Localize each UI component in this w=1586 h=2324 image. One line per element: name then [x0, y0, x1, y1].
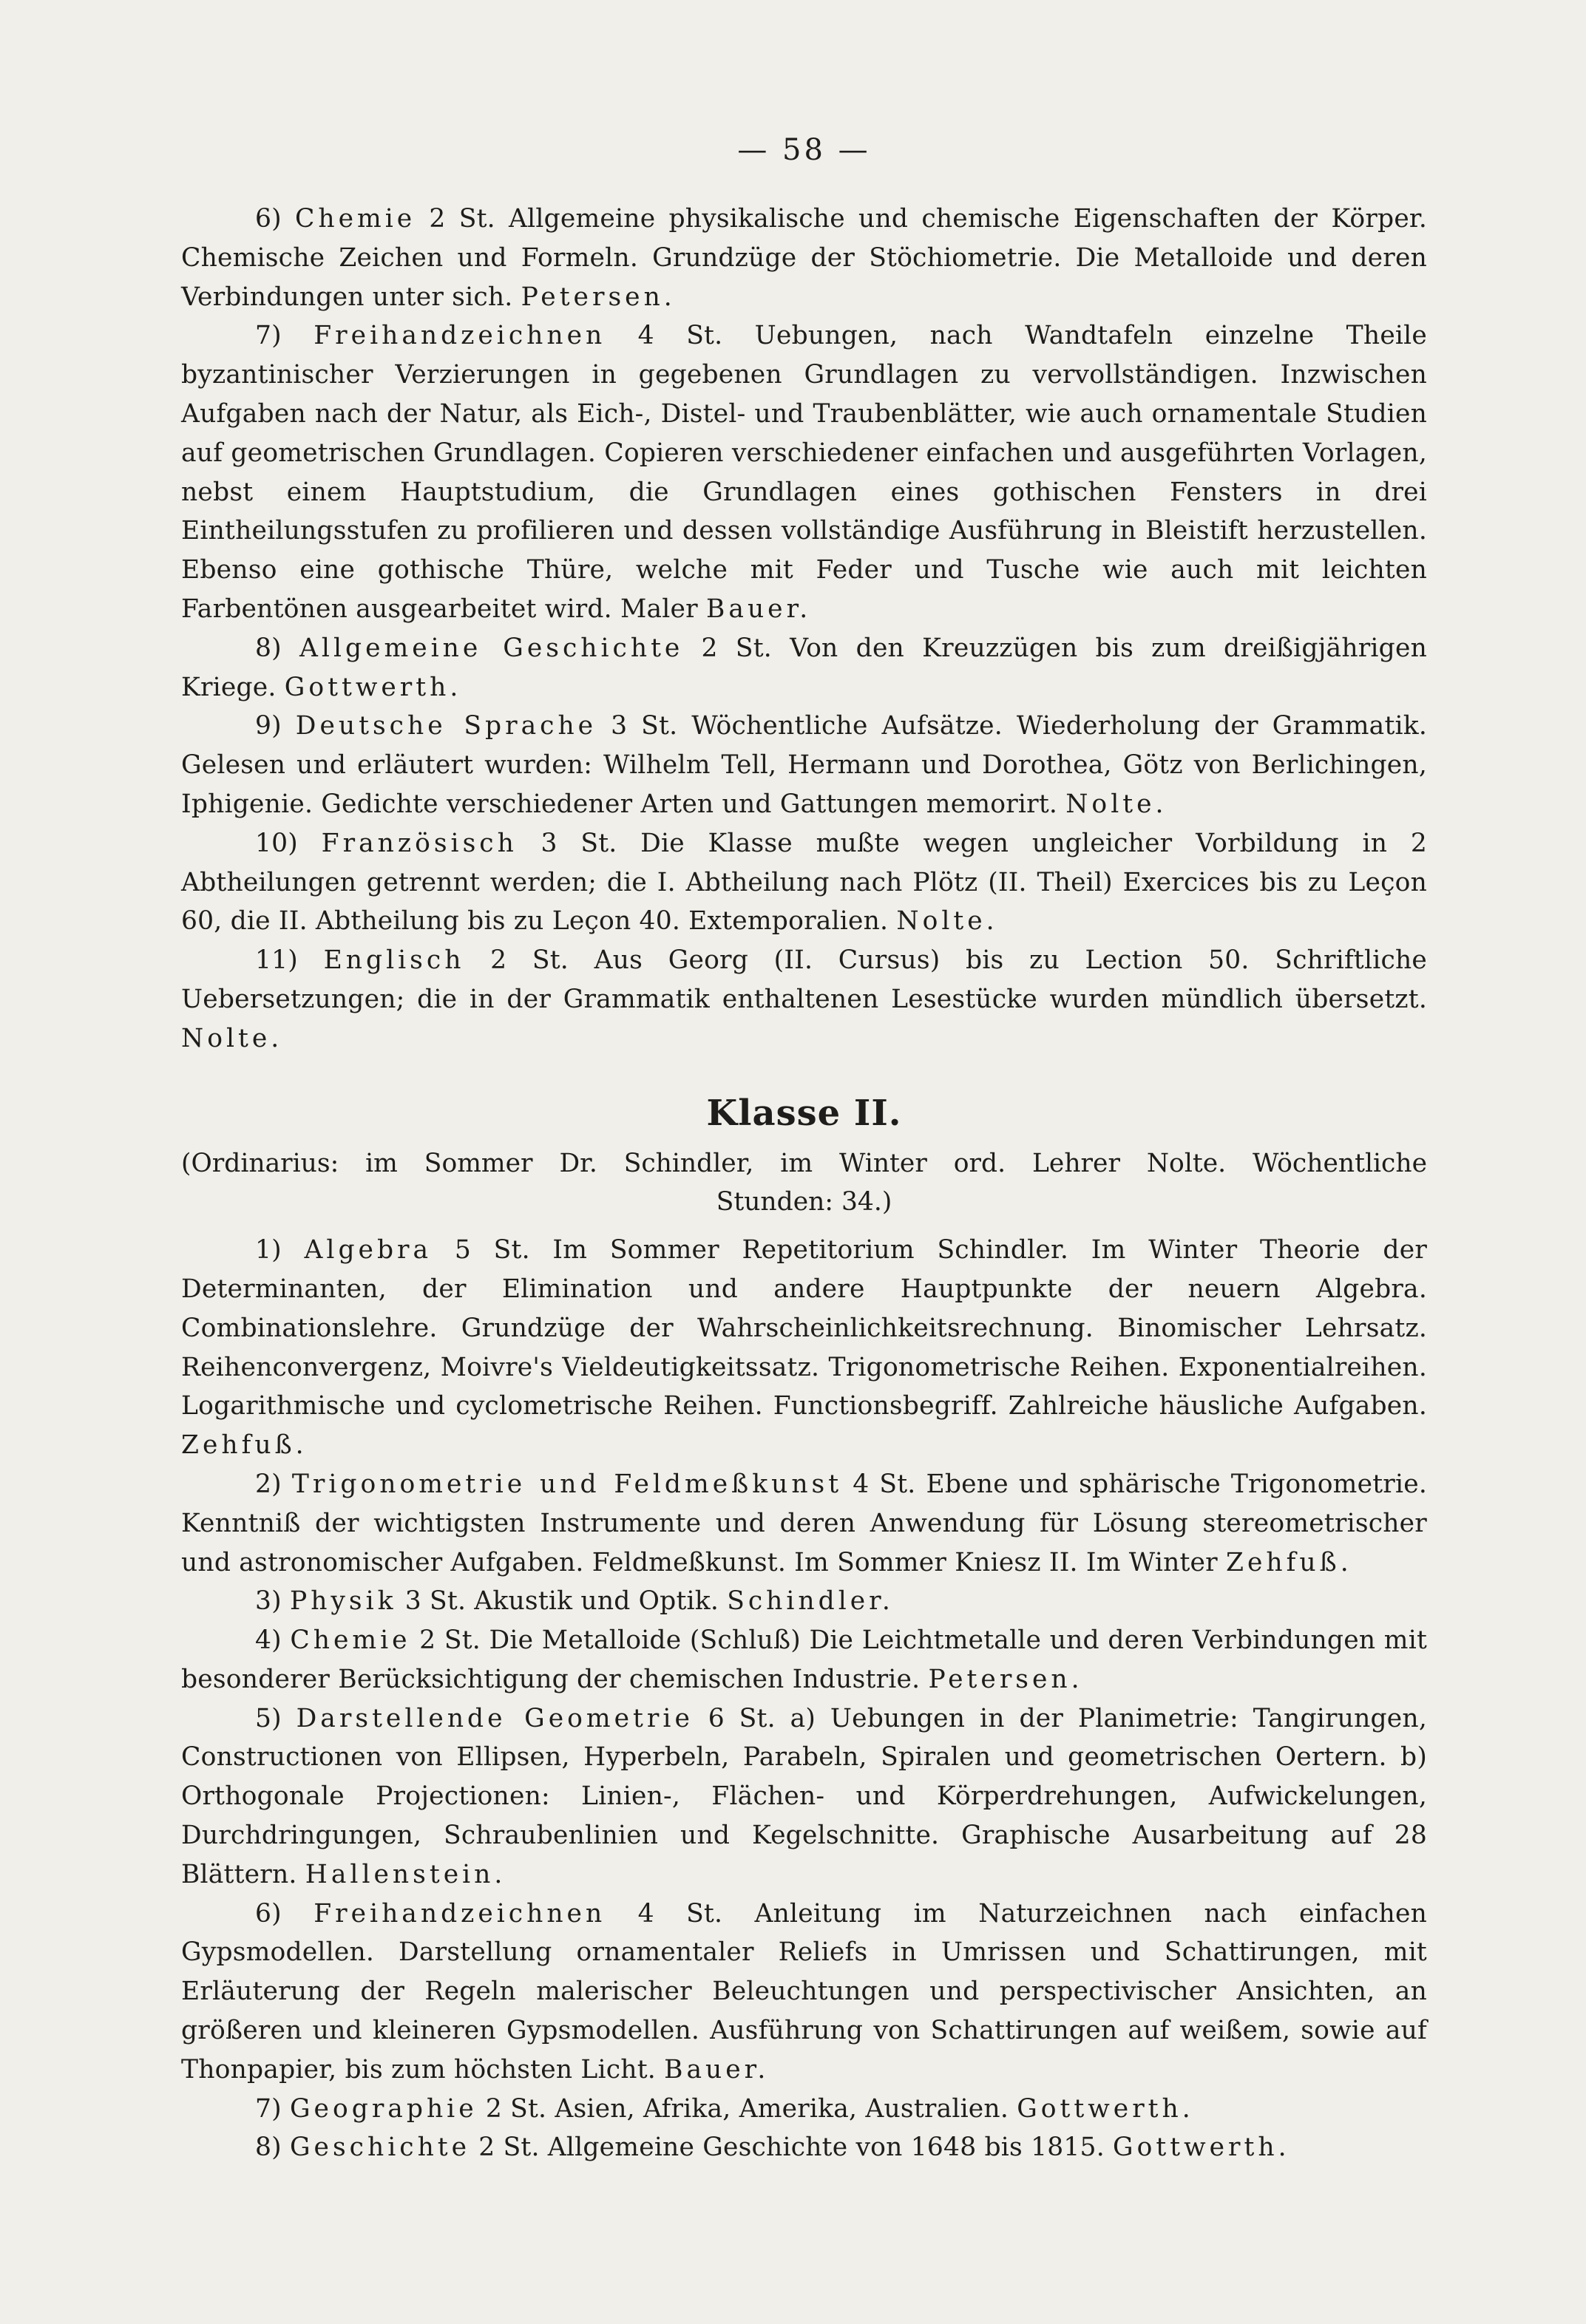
entry-teacher: Gottwerth.: [1113, 2133, 1290, 2163]
curriculum-entry: [181, 629, 1427, 707]
entry-text: 5 St. Im Sommer Repetitorium Schindler. Im Winter Theorie der Determinanten, der Elimination und andere Hauptpunkte der neuern Algebra. Combinationslehre. Grundzüge der Wahrscheinlichkeitsrechnung. Binomischer Lehrsatz. Reihenconvergenz, Moivre's Vieldeutigkeitssatz. Trigonometrische Reihen. Exponentialreihen. Logarithmische und cyclometrische Reihen. Functionsbegriff. Zahlreiche häusliche Aufgaben.: [181, 1235, 1428, 1421]
entry-teacher: Nolte.: [181, 1023, 283, 1053]
class-heading: Klasse II.: [706, 1092, 902, 1134]
ordinarius-note: [181, 1144, 1427, 1223]
entry-teacher: Gottwerth.: [1017, 2093, 1194, 2124]
entry-teacher: Nolte.: [1065, 789, 1168, 819]
curriculum-entry: [181, 1582, 1427, 1621]
entry-number: 6): [255, 1898, 282, 1929]
entry-number: 9): [255, 711, 282, 741]
entry-teacher: Schindler.: [727, 1586, 894, 1617]
entry-subject: Geschichte: [289, 2133, 471, 2163]
entry-number: 5): [255, 1703, 282, 1733]
ordinarius-line-2: Stunden: 34.): [716, 1187, 892, 1217]
entry-teacher: Zehfuß.: [181, 1430, 308, 1461]
entry-text: 3 St. Wöchentliche Aufsätze. Wiederholung der Grammatik. Gelesen und erläutert wurden: Wilhelm Tell, Hermann und Dorothea, Götz von Berlichingen, Iphigenie. Gedichte verschiedener Arten und Gattungen memorirt.: [181, 711, 1428, 819]
curriculum-entry: [181, 1699, 1427, 1895]
ordinarius-line-1: (Ordinarius: im Sommer Dr. Schindler, im Winter ord. Lehrer Nolte. Wöchentliche: [181, 1148, 1427, 1178]
entry-text: 2 St. Asien, Afrika, Amerika, Australien.: [485, 2093, 1009, 2124]
entry-teacher: Hallenstein.: [305, 1859, 506, 1889]
entry-text: 2 St. Allgemeine physikalische und chemische Eigenschaften der Körper. Chemische Zeichen und Formeln. Grundzüge der Stöchiometrie. Die Metalloide und deren Verbindungen unter sich.: [181, 204, 1427, 312]
entry-text: 6 St. a) Uebungen in der Planimetrie: Tangirungen, Constructionen von Ellipsen, Hyperbeln, Parabeln, Spiralen und geometrischen Oertern. b) Orthogonale Projectionen: Linien-, Flächen- und Körperdrehungen, Aufwickelungen, Durchdringungen, Schraubenlinien und Kegelschnitte. Graphische Ausarbeitung auf 28 Blättern.: [181, 1703, 1427, 1889]
entry-number: 11): [255, 945, 298, 976]
entry-teacher: Petersen.: [521, 282, 676, 312]
entry-number: 7): [255, 2093, 282, 2124]
entry-teacher: Petersen.: [928, 1664, 1083, 1694]
entry-teacher: Zehfuß.: [1226, 1547, 1352, 1577]
entry-subject: Darstellende Geometrie: [296, 1703, 694, 1733]
entry-number: 8): [255, 633, 282, 663]
curriculum-entry: [181, 200, 1427, 316]
entry-text: 2 St. Die Metalloide (Schluß) Die Leichtmetalle und deren Verbindungen mit besonderer Berücksichtigung der chemischen Industrie.: [181, 1625, 1428, 1694]
entry-teacher: Bauer.: [664, 2054, 770, 2085]
entry-text: 2 St. Aus Georg (II. Cursus) bis zu Lection 50. Schriftliche Uebersetzungen; die in der Grammatik enthaltenen Lesestücke wurden mündlich übersetzt.: [181, 945, 1428, 1014]
entry-text: 4 St. Uebungen, nach Wandtafeln einzelne Theile byzantinischer Verzierungen in gegebenen Grundlagen zu vervollständigen. Inzwischen Aufgaben nach der Natur, als Eich-, Distel- und Traubenblätter, wie auch ornamentale Studien auf geometrischen Grundlagen. Copieren verschiedener einfachen und ausgeführten Vorlagen, nebst einem Hauptstudium, die Grundlagen eines gothischen Fensters in drei Eintheilungsstufen zu profilieren und dessen vollständige Ausführung in Bleistift herzustellen. Ebenso eine gothische Thüre, welche mit Feder und Tusche wie auch mit leichten Farbentönen ausgearbeitet wird. Maler: [181, 321, 1428, 624]
entry-text: 3 St. Die Klasse mußte wegen ungleicher Vorbildung in 2 Abtheilungen getrennt werden; die I. Abtheilung nach Plötz (II. Theil) Exercices bis zu Leçon 60, die II. Abtheilung bis zu Leçon 40. Extemporalien.: [181, 828, 1428, 937]
entry-number: 8): [255, 2133, 282, 2163]
entry-number: 1): [255, 1235, 282, 1265]
entry-subject: Chemie: [290, 1625, 411, 1656]
entry-subject: Freihandzeichnen: [314, 321, 606, 351]
entry-text: 4 St. Anleitung im Naturzeichnen nach einfachen Gypsmodellen. Darstellung ornamentaler Reliefs in Umrissen und Schattirungen, mit Erläuterung der Regeln malerischer Beleuchtungen und perspectivischer Ansichten, an größeren und kleineren Gypsmodellen. Ausführung von Schattirungen auf weißem, sowie auf Thonpapier, bis zum höchsten Licht.: [181, 1898, 1427, 2085]
entry-number: 4): [255, 1625, 282, 1656]
entry-subject: Geographie: [289, 2093, 478, 2124]
entry-subject: Algebra: [304, 1235, 433, 1265]
entry-subject: Englisch: [323, 945, 465, 976]
entry-subject: Trigonometrie und Feldmeßkunst: [291, 1469, 843, 1499]
entry-subject: Physik: [289, 1586, 397, 1617]
entry-text: 4 St. Ebene und sphärische Trigonometrie. Kenntniß der wichtigsten Instrumente und deren Anwendung für Lösung stereometrischer und astronomischer Aufgaben. Feldmeßkunst. Im Sommer Kniesz II. Im Winter: [181, 1469, 1427, 1577]
curriculum-entry: [181, 1621, 1427, 1699]
entry-number: 10): [255, 828, 298, 858]
entry-text: 2 St. Allgemeine Geschichte von 1648 bis 1815.: [478, 2133, 1105, 2163]
entry-subject: Allgemeine Geschichte: [299, 633, 684, 663]
entry-subject: Deutsche Sprache: [295, 711, 597, 741]
class-2-curriculum: [181, 1231, 1427, 2167]
curriculum-entry: [181, 2090, 1427, 2129]
entry-subject: Chemie: [295, 204, 416, 234]
previous-class-curriculum: [181, 200, 1427, 1059]
entry-subject: Französisch: [321, 828, 518, 858]
page-number: — 58 —: [737, 133, 871, 167]
curriculum-entry: [181, 707, 1427, 823]
curriculum-entry: [181, 941, 1427, 1058]
entry-number: 6): [255, 204, 282, 234]
curriculum-entry: [181, 1895, 1427, 2090]
entry-text: 3 St. Akustik und Optik.: [404, 1586, 719, 1617]
curriculum-entry: [181, 2128, 1427, 2167]
curriculum-entry: [181, 1465, 1427, 1582]
entry-number: 7): [255, 321, 282, 351]
entry-teacher: Nolte.: [896, 906, 998, 937]
curriculum-entry: [181, 316, 1427, 628]
entry-number: 2): [255, 1469, 282, 1499]
entry-subject: Freihandzeichnen: [314, 1898, 606, 1929]
entry-teacher: Gottwerth.: [284, 672, 462, 702]
entry-teacher: Bauer.: [706, 594, 812, 624]
curriculum-entry: [181, 824, 1427, 941]
entry-text: 2 St. Von den Kreuzzügen bis zum dreißigjährigen Kriege.: [181, 633, 1427, 702]
entry-number: 3): [255, 1586, 282, 1617]
curriculum-entry: [181, 1231, 1427, 1465]
